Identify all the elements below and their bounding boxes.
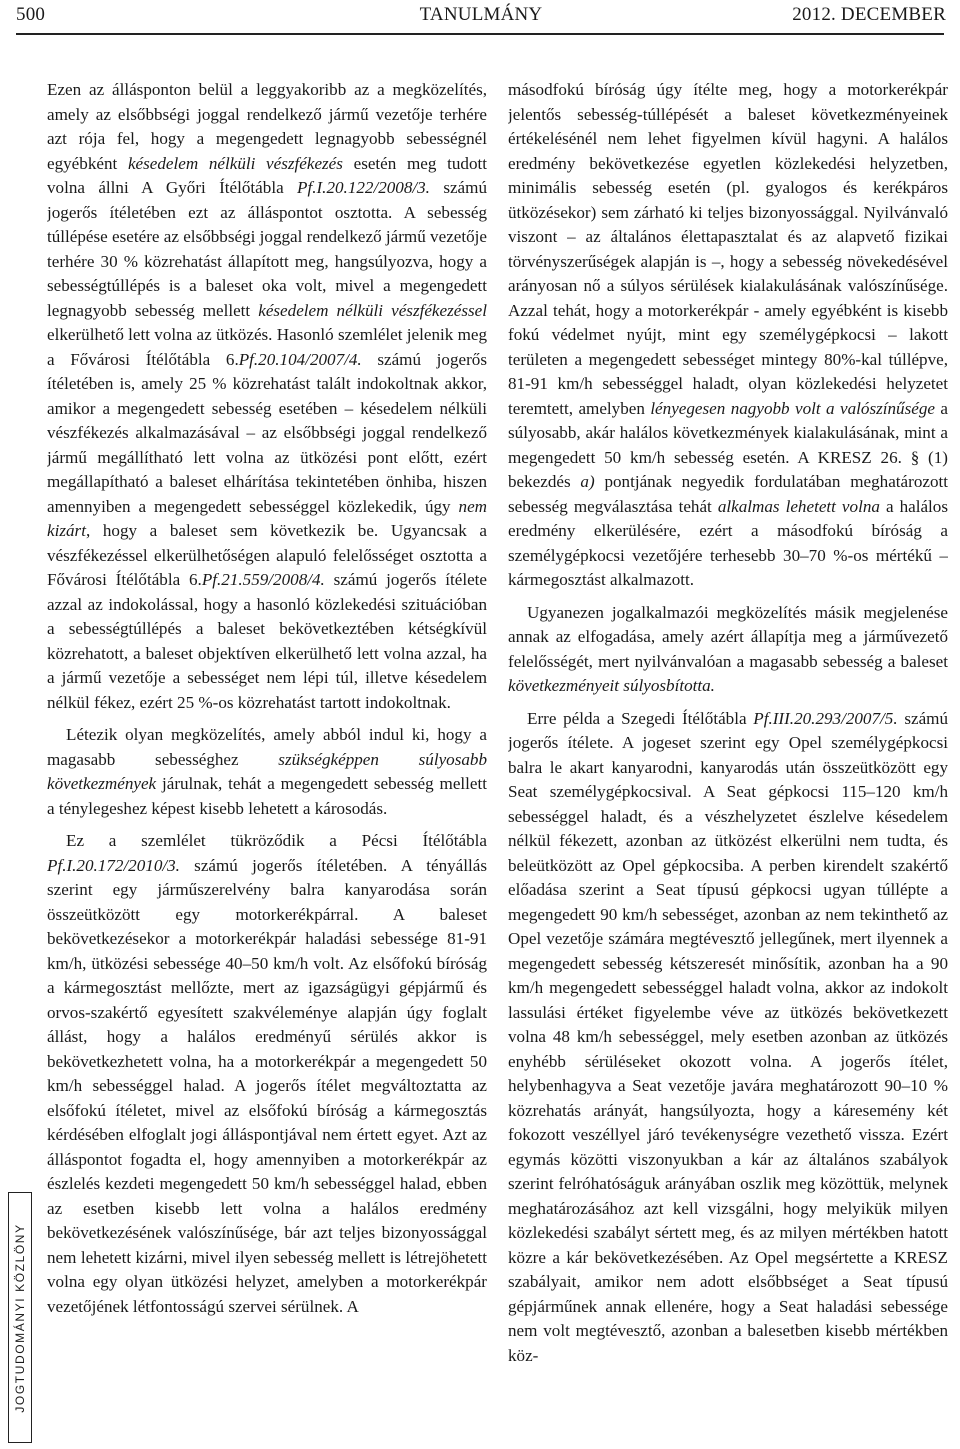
paragraph: Ez a szemlélet tükröződik a Pécsi Ítélőtábla Pf.I.20.172/2010/3. számú jogerős ítéletében. A tényállás szerint egy járműszerelvény balra kanyarodása során összeütközött egy motorkerékpárral. A baleset bekövetkezésekor a motorkerékpár haladási sebessége 81-91 km/h, ütközési sebessége 40–50 km/h volt. Az elsőfokú bíróság a kármegosztást mellőzte, mert az igazságügyi gépjármű és orvos-szakértő egyesített szakvéleménye alapján úgy foglalt állást, hogy a halálos eredményű sérülés akkor is bekövetkezhetett volna, ha a motorkerékpár a megengedett 50 km/h sebességgel halad. A jogerős ítélet megváltoztatta az elsőfokú ítéletet, mivel az elsőfokú bíróság a kármegosztás kérdésében elfoglalt jogi álláspontjával nem értett egyet. Azt az álláspontot fogadta el, hogy amennyiben a motorkerékpár az észlelés kezdeti megengedett 50 km/h sebességgel halad, ebben az esetben kisebb lett volna a halálos eredmény bekövetkezésének valószínűsége, bár azt teljes bizonyossággal nem lehetett kizárni, mivel ilyen sebesség mellett is létrejöhetett volna egy olyan ütközési helyzet, amelyben a motorkerékpár vezetőjének létfontosságú szervei sérülnek. A	[47, 831, 487, 1316]
page-number: 500	[16, 4, 46, 25]
left-column	[47, 78, 487, 1442]
issue-date: 2012. DECEMBER	[792, 4, 946, 25]
running-header	[16, 4, 946, 30]
header-rule	[16, 33, 944, 35]
journal-spine-label	[8, 1192, 32, 1443]
paragraph: Ugyanezen jogalkalmazói megközelítés másik megjelenése annak az elfogadása, amely azért állapítja meg a járművezető felelősségét, mert nyilvánvalóan a magasabb sebesség a baleset következményeit súlyosbította.	[508, 602, 948, 695]
journal-name: JOGTUDOMÁNYI KÖZLÖNY	[13, 1222, 27, 1413]
section-title: TANULMÁNY	[419, 4, 543, 25]
right-column	[508, 78, 948, 1442]
paragraph: Létezik olyan megközelítés, amely abból indul ki, hogy a magasabb sebességhez szükségképpen súlyosabb következmények járulnak, tehát a megengedett sebesség mellett a ténylegeshez képest kisebb lehetett a károsodás.	[47, 725, 487, 818]
paragraph: másodfokú bíróság úgy ítélte meg, hogy a motorkerékpár jelentős sebesség-túllépését a baleset következményeinek értékelésénél nem lehet figyelmen kívül hagyni. A halálos eredmény bekövetkezése egyetlen közlekedési helyzetben, minimális sebesség esetén (pl. gyalogos és kerékpáros ütközésekor) sem zárható ki teljes bizonyossággal. Nyilvánvaló viszont – az általános élettapasztalat és az alapvető fizikai törvényszerűségek alapján is –, hogy a sebesség növekedésével arányosan nő a súlyos sérülések kialakulásának valószínűsége. Azzal tehát, hogy a motorkerékpár - amely egyébként is kisebb fokú védelmet nyújt, mint egy személygépkocsi – lakott területen a megengedett sebességet mintegy 80%-kal túllépve, 81-91 km/h sebességgel haladt, olyan közlekedési helyzetet teremtett, amelyben lényegesen nagyobb volt a valószínűsége a súlyosabb, akár halálos következmények kialakulásának, mint a megengedett 50 km/h sebesség esetén. A KRESZ 26. § (1) bekezdés a) pontjának negyedik fordulatában meghatározott sebesség megválasztása tehát alkalmas lehetett volna a halálos eredmény elkerülésére, ezért a másodfokú bíróság a személygépkocsi vezetőjére terhesebb 30–70 %-os mértékű – kármegosztást alkalmazott.	[508, 80, 948, 589]
paragraph: Erre példa a Szegedi Ítélőtábla Pf.III.20.293/2007/5. számú jogerős ítélete. A jogeset szerint egy Opel személygépkocsi balra le akart kanyarodni, kanyarodás után összeütközött egy Seat személygépkocsival. A Seat gépkocsi 115–120 km/h sebességgel haladt, és a vészhelyzetet észlelve késedelem nélkül fékezett, azonban az ütközést elkerülni nem tudta, és beleütközött az Opel gépkocsiba. A perben kirendelt szakértő előadása szerint a Seat típusú gépkocsi ugyan túllépte a megengedett 90 km/h sebességet, azonban az nem tekinthető az Opel vezetője számára megtévesztő jellegűnek, mert ilyennek a megengedett sebesség kétszeresét minősítik, azonban ha a 90 km/h megengedett sebességgel haladt volna, akkor az indokolt lassulási értéket figyelembe véve az ütközés bekövetkezett volna 48 km/h sebességgel, mely esetben azonban az ütközés enyhébb sérüléseket okozott volna. A jogerős ítélet, helybenhagyva a Seat vezetője javára meghatározott 90–10 % közrehatás arányát, hangsúlyozta, hogy a káresemény két fokozott veszéllyel járó tevékenységre vezethető vissza. Ezért egymás közötti viszonyukban a kár az általános szabályok szerint felróhatóságuk arányában oszlik meg közöttük, melynek meghatározásához azt kell vizsgálni, hogy melyikük milyen közlekedési szabályt sértett meg, és az milyen mértékben hatott közre a kár bekövetkezésében. Az Opel megsértette a KRESZ szabályait, amikor nem adott elsőbbséget a Seat típusú gépjárműnek annak ellenére, hogy a Seat haladási sebessége nem volt megtévesztő, azonban a balesetben kisebb mértékben köz-	[508, 708, 948, 1365]
paragraph: Ezen az állásponton belül a leggyakoribb az a megközelítés, amely az elsőbbségi joggal rendelkező jármű vezetője terhére azt rója fel, hogy a megengedett legnagyobb sebességnél egyébként késedelem nélküli vészfékezés esetén meg tudott volna állni A Győri Ítélőtábla Pf.I.20.122/2008/3. számú jogerős ítéletében ezt az álláspontot osztotta. A sebesség túllépése esetére az elsőbbségi joggal rendelkező jármű vezetője terhére 30 % közrehatást állapított meg, hangsúlyozva, hogy a sebességtúllépés is a baleset oka volt, mivel a megengedett legnagyobb sebesség mellett késedelem nélküli vészfékezéssel elkerülhető lett volna az ütközés. Hasonló szemlélet jelenik meg a Fővárosi Ítélőtábla 6.Pf.20.104/2007/4. számú jogerős ítéletében is, amely 25 % közrehatást talált indokoltnak akkor, amikor a megengedett sebesség esetében – késedelem nélküli vészfékezés alkalmazásával – az elsőbbségi joggal rendelkező jármű megállítható lett volna az ütközési pont előtt, ezért megállapítható a baleset elhárítása tekintetében önhiba, hiszen amennyiben a megengedett sebességgel közlekedik, úgy nem kizárt, hogy a baleset sem következik be. Ugyancsak a vészfékezéssel elkerülhetőségen alapuló felelősséget osztotta a Fővárosi Ítélőtábla 6.Pf.21.559/2008/4. számú jogerős ítélete azzal az indokolással, hogy a hasonló közlekedési szituációban a sebességtúllépés a baleset bekövetkeztében kétségkívül közrehatott, a baleset objektíven elkerülhető lett volna azzal, ha a jármű vezetője a sebességet nem lépi túl, illetve késedelem nélkül fékez, ezért 25 %-os közrehatást tartott indokoltnak.	[47, 80, 487, 712]
